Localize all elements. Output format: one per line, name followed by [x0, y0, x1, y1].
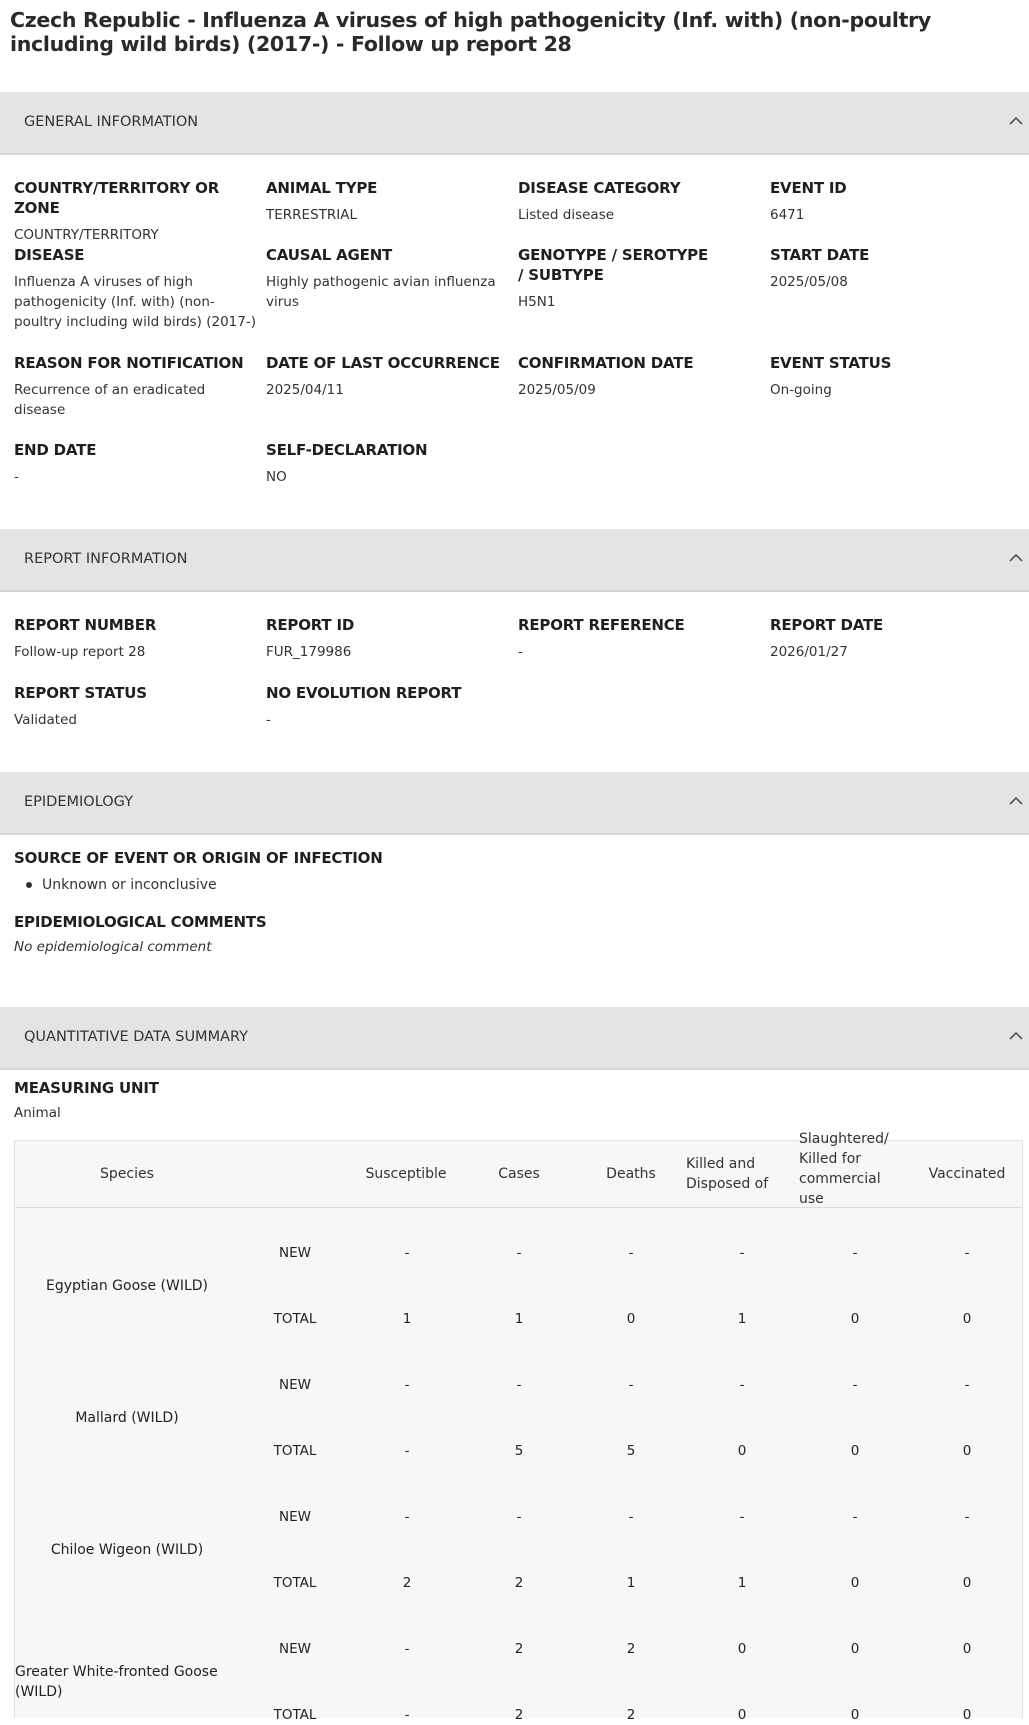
table-cell: 0 [737, 1641, 747, 1657]
field-end-date [14, 440, 262, 487]
field-report-number [14, 615, 262, 662]
table-cell: - [628, 1377, 634, 1393]
field-animal-type [266, 178, 514, 225]
table-cell: 2 [626, 1641, 636, 1657]
table-cell: - [964, 1509, 970, 1525]
field-no-evolution [266, 683, 514, 730]
field-event-status [770, 353, 1018, 400]
table-cell: 0 [850, 1575, 860, 1591]
header-deaths: Deaths [606, 1166, 656, 1182]
table-cell: 1 [626, 1575, 636, 1591]
field-value: 2026/01/27 [770, 644, 848, 660]
field-value: 2025/04/11 [266, 382, 344, 398]
field-label: DISEASE [14, 246, 85, 264]
table-cell: 1 [402, 1311, 412, 1327]
field-label: GENOTYPE / SEROTYPE / SUBTYPE [518, 246, 709, 284]
field-label: DATE OF LAST OCCURRENCE [266, 354, 500, 372]
field-label: ANIMAL TYPE [266, 179, 378, 197]
field-value: TERRESTRIAL [266, 207, 357, 223]
field-value: NO [266, 469, 287, 485]
table-cell: - [404, 1245, 410, 1261]
field-confirmation-date [518, 353, 766, 400]
table-cell: - [516, 1509, 522, 1525]
field-value: Highly pathogenic avian influenza virus [266, 274, 496, 310]
field-value: - [518, 644, 523, 660]
field-causal-agent [266, 245, 511, 312]
section-header-report[interactable] [0, 529, 1029, 592]
total-row-label: TOTAL [273, 1575, 317, 1591]
table-cell: 5 [626, 1443, 636, 1459]
field-label: SOURCE OF EVENT OR ORIGIN OF INFECTION [14, 849, 383, 867]
field-epi-comments [14, 912, 614, 957]
field-value: COUNTRY/TERRITORY [14, 227, 159, 243]
chevron-up-icon[interactable] [1007, 112, 1025, 130]
section-header-quantitative[interactable] [0, 1007, 1029, 1070]
field-label: COUNTRY/TERRITORY OR ZONE [14, 179, 220, 217]
new-row-label: NEW [279, 1377, 311, 1393]
field-label: REPORT STATUS [14, 684, 147, 702]
field-report-reference [518, 615, 766, 662]
table-cell: 0 [850, 1443, 860, 1459]
table-cell: 0 [850, 1641, 860, 1657]
table-cell: 1 [737, 1575, 747, 1591]
header-vaccinated: Vaccinated [928, 1166, 1006, 1182]
table-cell: - [852, 1377, 858, 1393]
species-name: Mallard (WILD) [75, 1410, 179, 1426]
section-title-quantitative: QUANTITATIVE DATA SUMMARY [24, 1029, 248, 1045]
field-value: Recurrence of an eradicated disease [14, 382, 206, 418]
species-name: Greater White-fronted Goose (WILD) [15, 1664, 218, 1700]
field-event-id [770, 178, 1018, 225]
field-reason [14, 353, 244, 420]
table-cell: 0 [850, 1707, 860, 1723]
field-label: REPORT REFERENCE [518, 616, 685, 634]
field-value: 2025/05/09 [518, 382, 596, 398]
field-value: 2025/05/08 [770, 274, 848, 290]
table-cell: 0 [737, 1443, 747, 1459]
table-cell: 0 [737, 1707, 747, 1723]
field-report-id [266, 615, 514, 662]
new-row-label: NEW [279, 1641, 311, 1657]
table-cell: 2 [626, 1707, 636, 1723]
table-cell: 0 [626, 1311, 636, 1327]
chevron-up-icon[interactable] [1007, 792, 1025, 810]
table-cell: - [404, 1707, 410, 1723]
header-susceptible: Susceptible [365, 1166, 447, 1182]
table-header [15, 1131, 1022, 1208]
field-measuring-unit [14, 1078, 262, 1123]
field-value: Follow-up report 28 [14, 644, 146, 660]
table-cell: 5 [514, 1443, 524, 1459]
table-cell: - [404, 1377, 410, 1393]
field-value: No epidemiological comment [14, 939, 212, 955]
source-list [14, 875, 614, 895]
field-country [14, 178, 262, 245]
table-cell: - [964, 1245, 970, 1261]
field-label: REPORT DATE [770, 616, 884, 634]
field-value: 6471 [770, 207, 805, 223]
table-cell: 1 [514, 1311, 524, 1327]
table-cell: - [516, 1377, 522, 1393]
new-row-label: NEW [279, 1245, 311, 1261]
species-name: Chiloe Wigeon (WILD) [50, 1542, 204, 1558]
bullet-icon [26, 882, 32, 888]
table-cell: - [852, 1245, 858, 1261]
table-cell: - [404, 1641, 410, 1657]
table-cell: 2 [514, 1641, 524, 1657]
table-cell: - [404, 1443, 410, 1459]
quantitative-table [14, 1131, 1023, 1723]
table-cell: 0 [962, 1575, 972, 1591]
field-value: Validated [14, 712, 77, 728]
field-value: Listed disease [518, 207, 615, 223]
total-row-label: TOTAL [273, 1443, 317, 1459]
new-row-label: NEW [279, 1509, 311, 1525]
table-cell: - [852, 1509, 858, 1525]
table-cell: 2 [514, 1575, 524, 1591]
field-label: EVENT STATUS [770, 354, 892, 372]
table-cell: - [516, 1245, 522, 1261]
field-label: END DATE [14, 441, 97, 459]
table-cell: - [628, 1245, 634, 1261]
field-report-date [770, 615, 1018, 662]
field-label: EVENT ID [770, 179, 847, 197]
table-cell: 0 [850, 1311, 860, 1327]
field-label: DISEASE CATEGORY [518, 179, 681, 197]
field-label: CAUSAL AGENT [266, 246, 393, 264]
table-cell: 0 [962, 1707, 972, 1723]
field-value: Influenza A viruses of high pathogenicity (Inf. with) (non-poultry including wild birds) (2017-) [14, 274, 256, 330]
header-cases: Cases [498, 1166, 540, 1182]
species-name: Egyptian Goose (WILD) [46, 1278, 208, 1294]
field-label: REASON FOR NOTIFICATION [14, 354, 244, 372]
list-item [42, 875, 614, 895]
header-killed: Killed and Disposed of [686, 1156, 769, 1192]
field-label: REPORT NUMBER [14, 616, 157, 634]
field-value: H5N1 [518, 294, 556, 310]
field-label: START DATE [770, 246, 870, 264]
field-self-declaration [266, 440, 514, 487]
table-cell: - [404, 1509, 410, 1525]
table-cell: - [739, 1377, 745, 1393]
field-start-date [770, 245, 1018, 292]
header-slaughtered: Slaughtered/ Killed for commercial use [799, 1131, 889, 1207]
page-title: Czech Republic - Influenza A viruses of high pathogenicity (Inf. with) (non-poultry including wild birds) (2017-) - Follow up report 28 [10, 8, 931, 56]
total-row-label: TOTAL [273, 1707, 317, 1723]
total-row-label: TOTAL [273, 1311, 317, 1327]
field-label: CONFIRMATION DATE [518, 354, 694, 372]
field-value: FUR_179986 [266, 644, 352, 660]
field-label: SELF-DECLARATION [266, 441, 428, 459]
field-source-of-event [14, 848, 614, 895]
header-species: Species [100, 1166, 154, 1182]
field-last-occurrence [266, 353, 514, 400]
chevron-up-icon[interactable] [1007, 549, 1025, 567]
table-cell: 2 [514, 1707, 524, 1723]
field-label: NO EVOLUTION REPORT [266, 684, 462, 702]
field-label: EPIDEMIOLOGICAL COMMENTS [14, 913, 267, 931]
field-value: - [266, 712, 271, 728]
chevron-up-icon[interactable] [1007, 1027, 1025, 1045]
section-title-epidemiology: EPIDEMIOLOGY [24, 794, 134, 810]
field-disease [14, 245, 259, 332]
section-title-report: REPORT INFORMATION [24, 551, 188, 567]
field-report-status [14, 683, 262, 730]
table-cell: 2 [402, 1575, 412, 1591]
table-cell: 0 [962, 1641, 972, 1657]
field-value: - [14, 469, 19, 485]
source-item-text: Unknown or inconclusive [42, 877, 217, 893]
field-genotype [518, 245, 718, 312]
table-cell: 1 [737, 1311, 747, 1327]
field-value: Animal [14, 1105, 61, 1121]
field-value: On-going [770, 382, 832, 398]
table-cell: - [739, 1509, 745, 1525]
field-disease-category [518, 178, 766, 225]
section-header-epidemiology[interactable] [0, 772, 1029, 835]
table-cell: - [739, 1245, 745, 1261]
section-header-general[interactable] [0, 92, 1029, 155]
section-title-general: GENERAL INFORMATION [24, 114, 199, 130]
table-cell: 0 [962, 1311, 972, 1327]
field-label: REPORT ID [266, 616, 355, 634]
table-cell: - [628, 1509, 634, 1525]
table-cell: - [964, 1377, 970, 1393]
table-cell: 0 [962, 1443, 972, 1459]
field-label: MEASURING UNIT [14, 1079, 159, 1097]
